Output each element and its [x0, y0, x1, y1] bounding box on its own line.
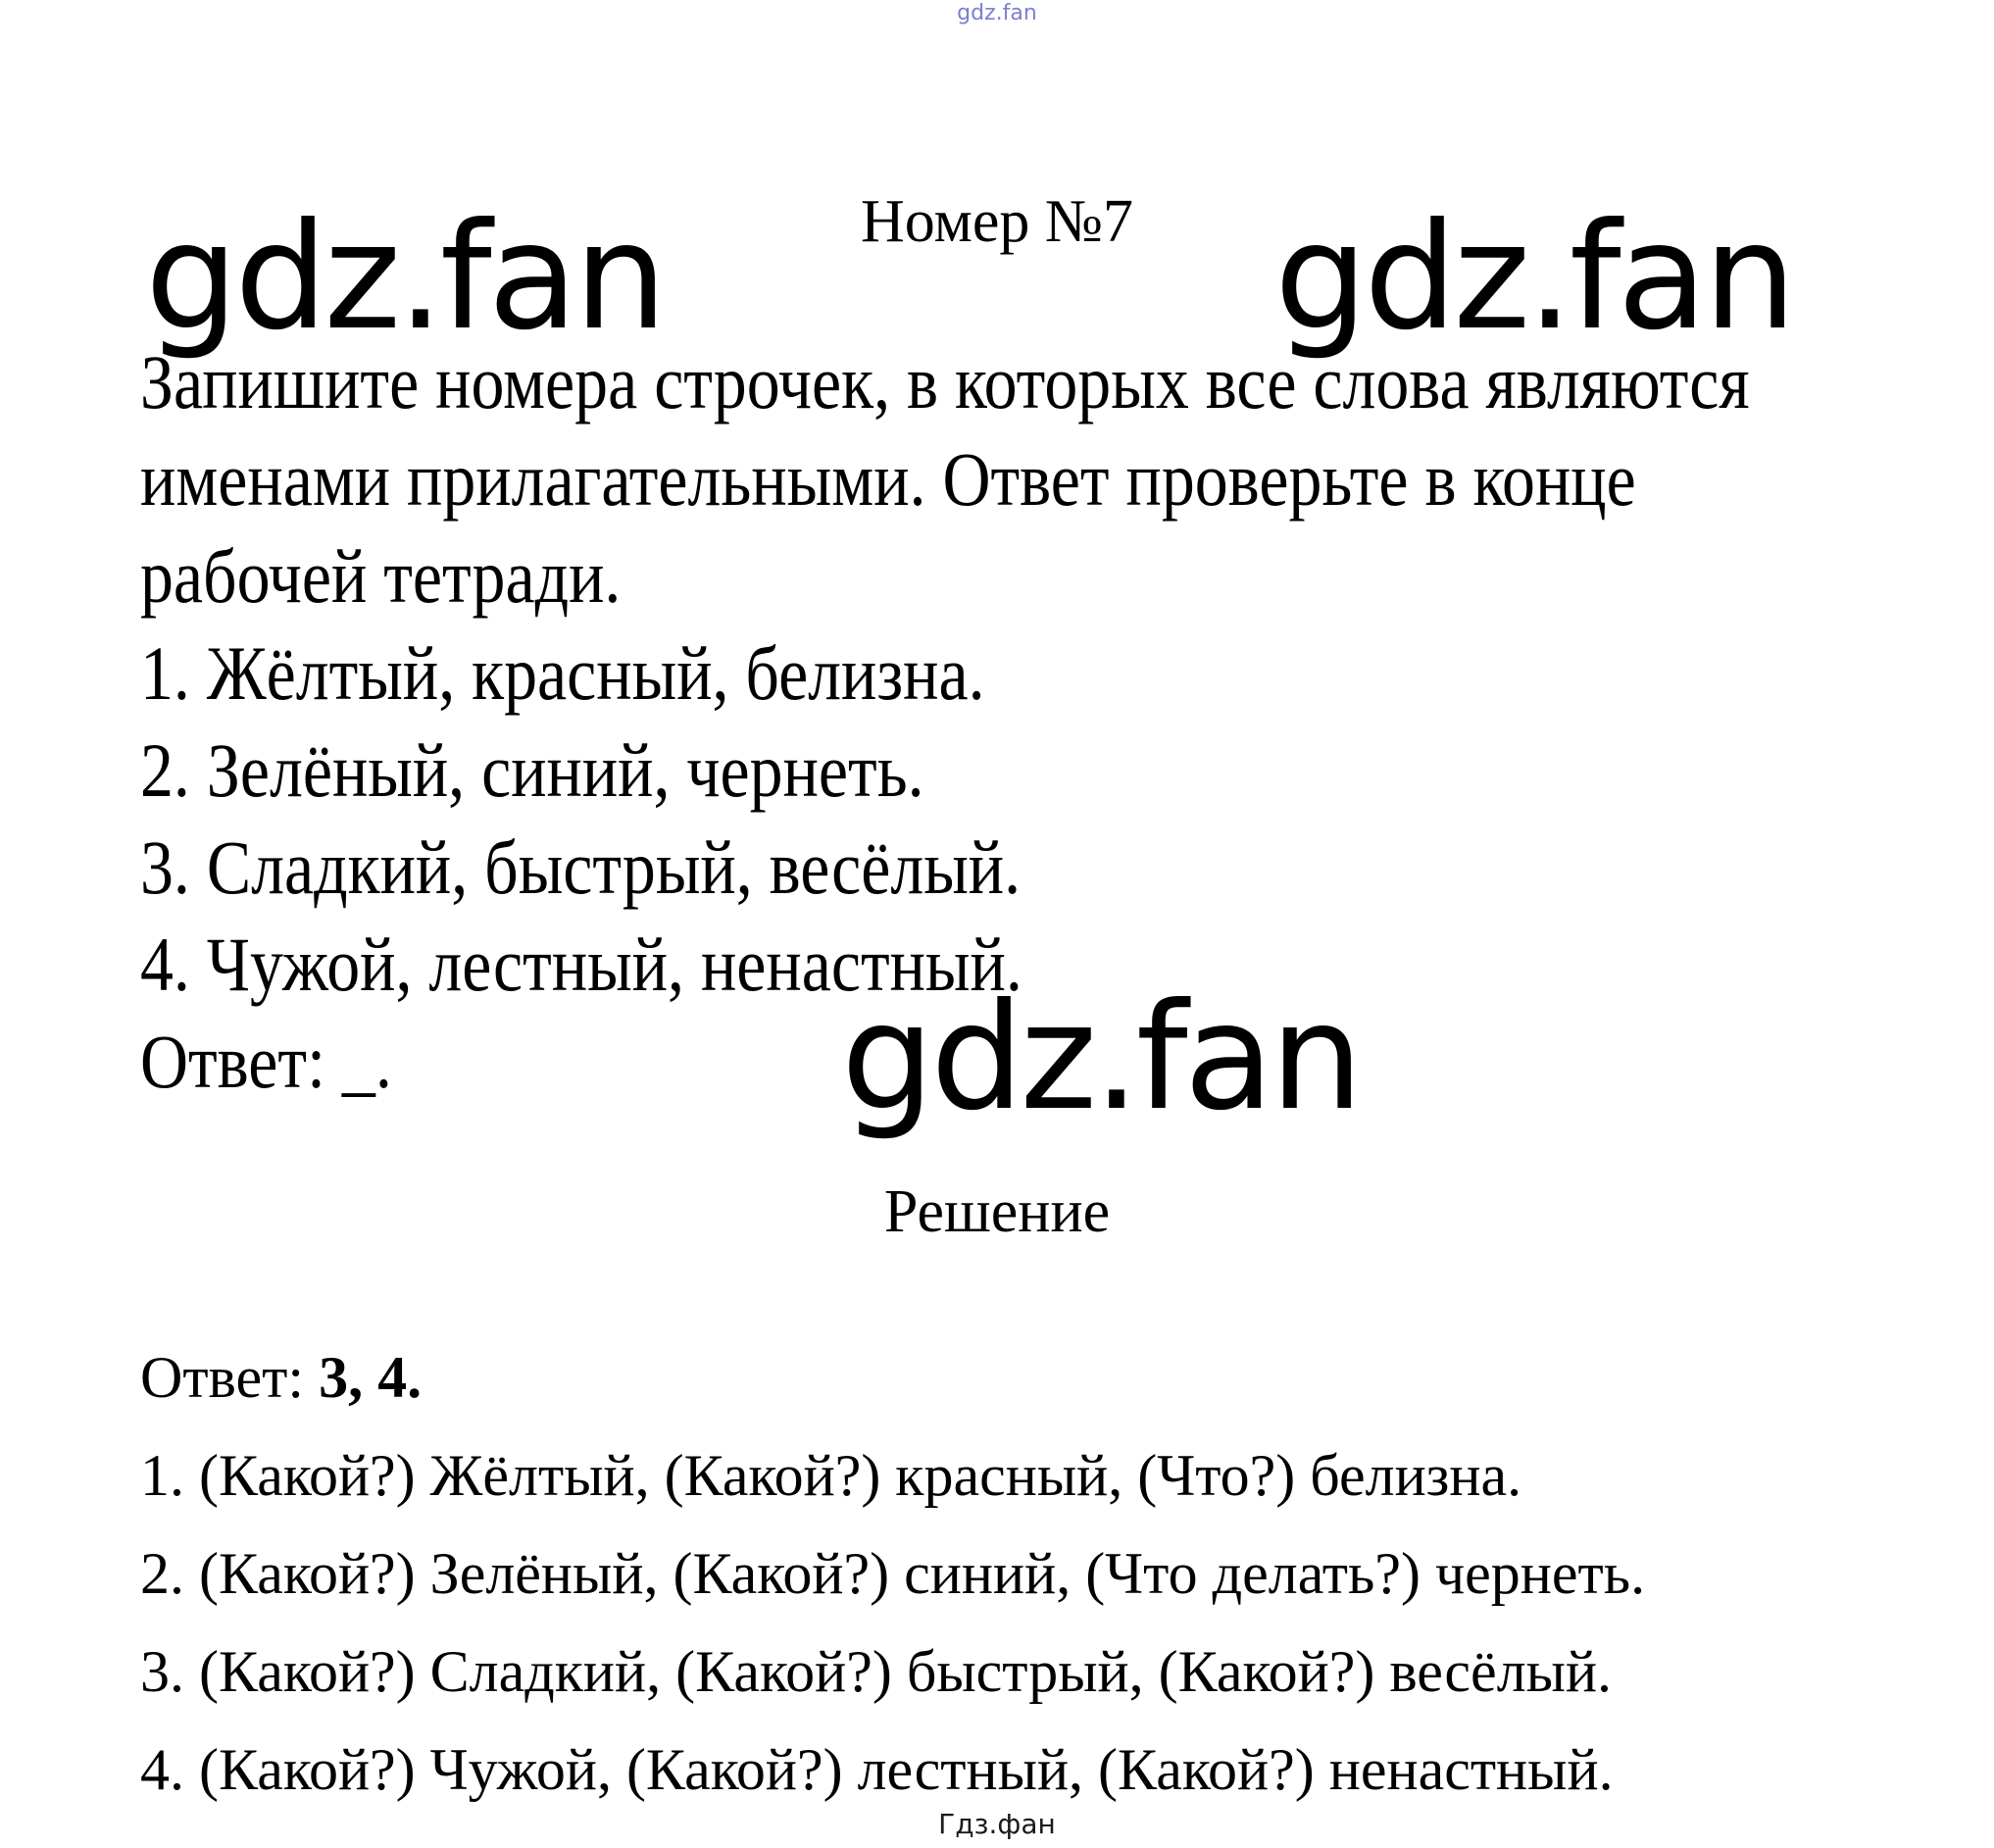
task-line: рабочей тетради. — [140, 533, 622, 619]
site-footer-label: Гдз.фан — [938, 1808, 1056, 1840]
solution-line: 4. (Какой?) Чужой, (Какой?) лестный, (Какой?) ненастный. — [140, 1737, 1614, 1802]
solution-text — [140, 1328, 1645, 1819]
page-title: Номер №7 — [860, 188, 1133, 255]
task-list-item: 2. Зелёный, синий, чернеть. — [140, 727, 924, 813]
task-answer-blank: _. — [341, 1019, 392, 1104]
gdz-watermark-left: gdz.fan — [145, 192, 664, 363]
task-list-item: 3. Сладкий, быстрый, весёлый. — [140, 824, 1022, 910]
task-line: Запишите номера строчек, в которых все слова являются — [140, 339, 1750, 425]
solution-answer-label: Ответ: — [140, 1345, 320, 1410]
solution-line: 1. (Какой?) Жёлтый, (Какой?) красный, (Что?) белизна. — [140, 1443, 1522, 1508]
solution-line: 3. (Какой?) Сладкий, (Какой?) быстрый, (Какой?) весёлый. — [140, 1639, 1613, 1704]
task-answer-label: Ответ: — [140, 1019, 342, 1104]
site-watermark-top: gdz.fan — [957, 1, 1037, 25]
solution-heading: Решение — [883, 1178, 1111, 1245]
solution-answer-value: 3, 4. — [319, 1345, 423, 1410]
task-list-item: 1. Жёлтый, красный, белизна. — [140, 630, 985, 716]
task-list-item: 4. Чужой, лестный, ненастный. — [140, 922, 1022, 1007]
solution-answer-line — [140, 1328, 1645, 1426]
solution-line: 2. (Какой?) Зелёный, (Какой?) синий, (Что делать?) чернеть. — [140, 1541, 1646, 1606]
task-line: именами прилагательными. Ответ проверьте в конце — [140, 436, 1636, 522]
gdz-watermark-right: gdz.fan — [1274, 192, 1793, 363]
gdz-watermark-center: gdz.fan — [841, 973, 1360, 1143]
